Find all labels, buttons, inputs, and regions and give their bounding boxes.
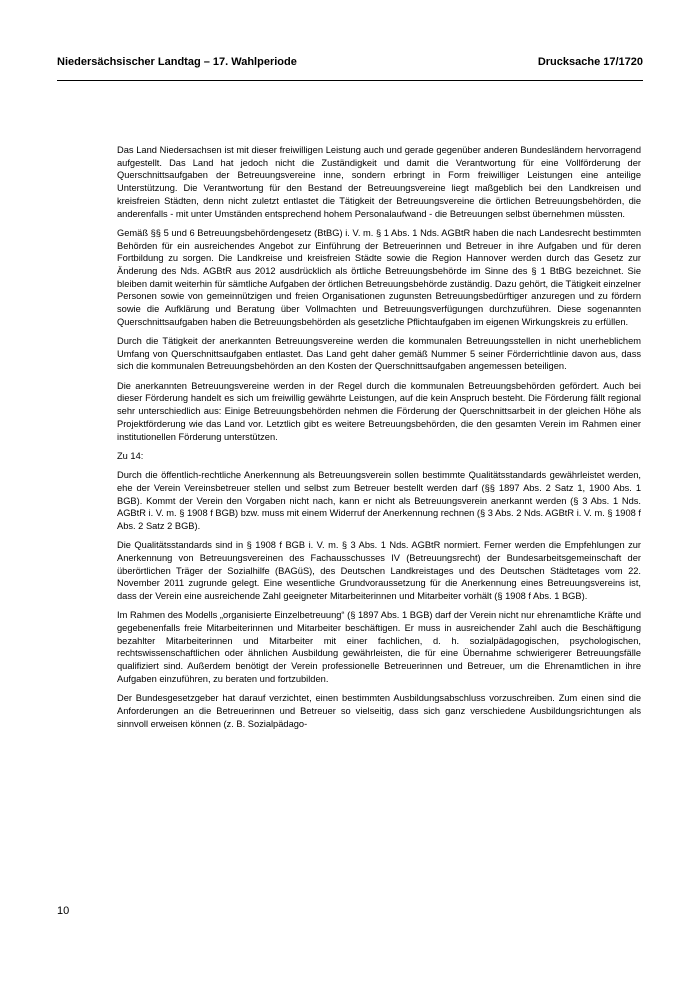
document-body [117, 144, 641, 737]
paragraph: Gemäß §§ 5 und 6 Betreuungsbehördengesetz (BtBG) i. V. m. § 1 Abs. 1 Nds. AGBtR haben die nach Landesrecht bestimmten Behörden für ein ausreichendes Angebot zur Einführung der Betreuerinnen und Betreuer in ihre Aufgaben und für deren Fortbildung zu sorgen. Die Landkreise und kreisfreien Städte sowie die Region Hannover werden durch das Gesetz zur Änderung des Nds. AGBtR aus 2012 ausdrücklich als örtliche Betreuungsbehörde im Sinne des § 1 BtBG bezeichnet. Sie bleiben damit weiterhin für sämtliche Aufgaben der örtlichen Betreuungsbehörde zuständig. Dazu gehört, die Tätigkeit einzelner Personen sowie von gemeinnützigen und freien Organisationen zugunsten Betreuungsbedürftiger anzuregen und zu fördern sowie die Aufklärung und Beratung über Vollmachten und Betreuungsverfügungen durchzuführen. Diese sogenannten Querschnittsaufgaben haben die Betreuungsbehörden als gesetzliche Pflichtaufgaben im eigenen Wirkungskreis zu erfüllen. [117, 227, 641, 327]
header-document-number: Drucksache 17/1720 [537, 56, 643, 68]
section-heading: Zu 14: [117, 450, 144, 461]
page-number: 10 [57, 905, 70, 917]
paragraph: Im Rahmen des Modells „organisierte Einzelbetreuung“ (§ 1897 Abs. 1 BGB) darf der Verein nicht nur ehrenamtliche Kräfte und gegebenenfalls freie Mitarbeiterinnen und Mitarbeiter beschäftigen. Er muss in ausreichender Zahl auch die Beschäftigung bezahlter Mitarbeiterinnen und Mitarbeiter mit einer fachlichen, d. h. sozialpädagogischen, psychologischen, rechtswissenschaftlichen oder ähnlichen Ausbildung gewährleisten, die für eine Übernahme schwierigerer Betreuungsfälle qualifiziert sind. Außerdem benötigt der Verein professionelle Betreuerinnen und Betreuer, um die Ehrenamtlichen in ihre Aufgaben einzuführen, zu beraten und fortzubilden. [117, 610, 641, 684]
paragraph: Der Bundesgesetzgeber hat darauf verzichtet, einen bestimmten Ausbildungsabschluss vorzuschreiben. Zum einen sind die Anforderungen an die Betreuerinnen und Betreuer so vielseitig, dass sich ganz verschiedene Ausbildungsrichtungen als sinnvoll erweisen können (z. B. Sozialpädago- [117, 693, 641, 729]
paragraph: Durch die öffentlich-rechtliche Anerkennung als Betreuungsverein sollen bestimmte Qualitätsstandards gewährleistet werden, ehe der Verein Vereinsbetreuer stellen und selbst zum Betreuer bestellt werden darf (§§ 1897 Abs. 2 Satz 1, 1900 Abs. 1 BGB). Kommt der Verein den Vorgaben nicht nach, kann er nicht als Betreuungsverein anerkannt werden (§ 3 Abs. 1 Nds. AGBtR i. V. m. § 1908 f BGB) bzw. muss mit einem Widerruf der Anerkennung rechnen (§ 3 Abs. 2 Nds. AGBtR i. V. m. § 1908 f Abs. 2 Satz 2 BGB). [117, 470, 641, 531]
paragraph: Das Land Niedersachsen ist mit dieser freiwilligen Leistung auch und gerade gegenüber anderen Bundesländern hervorragend aufgestellt. Das Land hat jedoch nicht die Zuständigkeit und damit die Verantwortung für eine Vollförderung der Querschnittsaufgaben der Betreuungsvereine inne, sondern erbringt in Form freiwilliger Leistungen eine anteilige Unterstützung. Die Verantwortung für den Bestand der Betreuungsvereine liegt maßgeblich bei den Landkreisen und kreisfreien Städten, denn nicht zuletzt entlastet die Tätigkeit der Betreuungsvereine die örtlichen Betreuungsbehörden, die anderenfalls - mit unter Umständen entsprechend hohem Personalaufwand - die Betreuungen selbst übernehmen müssten. [117, 145, 641, 219]
paragraph: Die Qualitätsstandards sind in § 1908 f BGB i. V. m. § 3 Abs. 1 Nds. AGBtR normiert. Ferner werden die Empfehlungen zur Anerkennung von Betreuungsvereinen des Fachausschusses IV (Betreuungsrecht) der Bundesarbeitsgemeinschaft der überörtlichen Träger der Sozialhilfe (BAGüS), des Deutschen Landkreistages und des Deutschen Städtetages vom 22. November 2011 zugrunde gelegt. Eine wesentliche Grundvoraussetzung für die Anerkennung eines Betreuungsvereins ist, dass der Verein eine ausreichende Zahl geeigneter Mitarbeiterinnen und Mitarbeiter vorhält (§ 1908 f Abs. 1 BGB). [117, 540, 641, 602]
header-title: Niedersächsischer Landtag – 17. Wahlperiode [57, 56, 297, 68]
paragraph: Durch die Tätigkeit der anerkannten Betreuungsvereine werden die kommunalen Betreuungsstellen in nicht unerheblichem Umfang von Querschnittsaufgaben entlastet. Das Land geht daher gemäß Nummer 5 seiner Förderrichtlinie davon aus, dass sich die kommunalen Betreuungsbehörden an den Kosten der Querschnittsaufgaben angemessen beteiligen. [117, 336, 641, 372]
page-header [57, 56, 643, 72]
header-rule [57, 80, 643, 81]
paragraph: Die anerkannten Betreuungsvereine werden in der Regel durch die kommunalen Betreuungsbehörden gefördert. Auch bei dieser Förderung handelt es sich um freiwillig gewährte Leistungen, auf die kein Anspruch besteht. Die Förderung fällt regional sehr unterschiedlich aus: Einige Betreuungsbehörden nehmen die Förderung der Querschnittsarbeit in der gleichen Höhe als Projektförderung wie das Land vor. Letztlich gibt es weitere Betreuungsbehörden, die den gesamten Verein im Rahmen einer institutionellen Förderung unterstützen. [117, 380, 641, 442]
